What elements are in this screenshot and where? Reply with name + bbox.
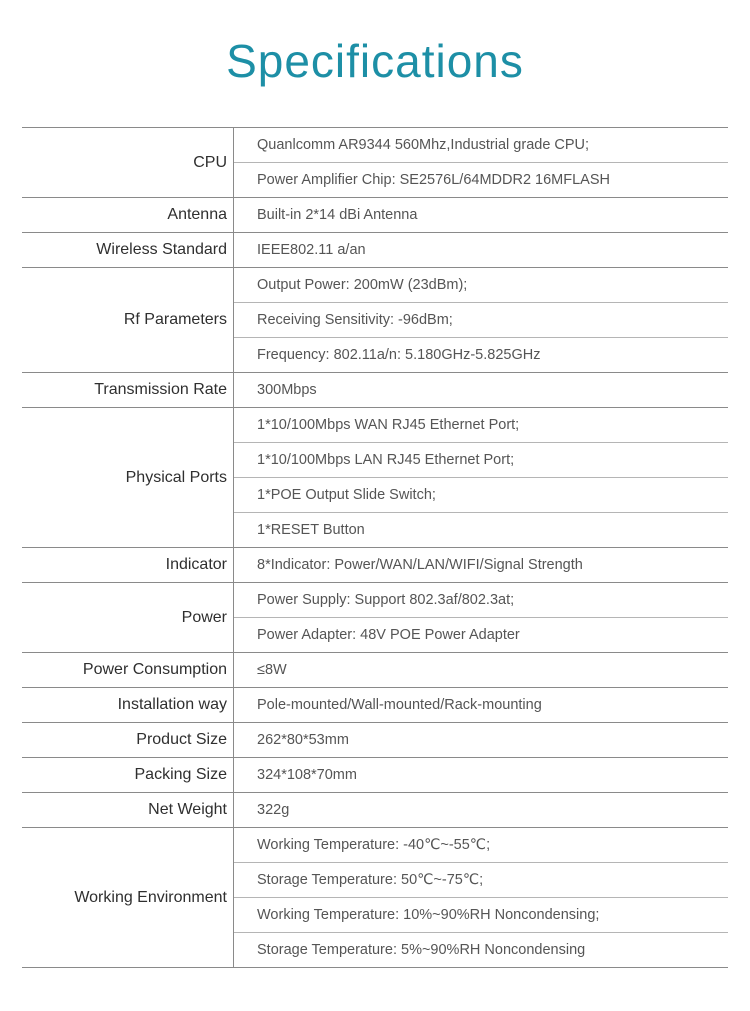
- spec-values: [234, 758, 728, 792]
- spec-value: Power Supply: Support 802.3af/802.3at;: [234, 583, 728, 618]
- spec-values: [234, 268, 728, 372]
- spec-row: [22, 198, 728, 233]
- spec-row: [22, 128, 728, 198]
- spec-values: [234, 128, 728, 197]
- spec-label: Power Consumption: [22, 653, 234, 687]
- spec-row: [22, 828, 728, 968]
- spec-value: 1*RESET Button: [257, 522, 365, 538]
- spec-value: Working Temperature: -40℃~-55℃;: [234, 828, 728, 863]
- spec-value: IEEE802.11 a/an: [257, 242, 366, 258]
- spec-values: [234, 793, 728, 827]
- spec-label: Power: [22, 583, 234, 652]
- spec-label: Working Environment: [22, 828, 234, 967]
- spec-values: [234, 373, 728, 407]
- spec-values: [234, 723, 728, 757]
- spec-values: [234, 548, 728, 582]
- spec-value: Power Amplifier Chip: SE2576L/64MDDR2 16MFLASH: [257, 172, 610, 188]
- spec-value: 262*80*53mm: [257, 732, 349, 748]
- spec-label: Antenna: [22, 198, 234, 232]
- spec-row: [22, 408, 728, 548]
- spec-value: Storage Temperature: 5%~90%RH Noncondensing: [257, 942, 586, 958]
- spec-value: Working Temperature: 10%~90%RH Noncondensing;: [234, 898, 728, 933]
- spec-value: Output Power: 200mW (23dBm);: [234, 268, 728, 303]
- spec-value: 1*POE Output Slide Switch;: [234, 478, 728, 513]
- spec-label: Transmission Rate: [22, 373, 234, 407]
- spec-row: [22, 688, 728, 723]
- spec-value: Quanlcomm AR9344 560Mhz,Industrial grade CPU;: [234, 128, 728, 163]
- spec-label: Product Size: [22, 723, 234, 757]
- spec-value: 300Mbps: [257, 382, 317, 398]
- spec-label: Packing Size: [22, 758, 234, 792]
- spec-row: [22, 653, 728, 688]
- spec-values: [234, 233, 728, 267]
- spec-row: [22, 583, 728, 653]
- page-title: Specifications: [226, 35, 524, 87]
- spec-label: Rf Parameters: [22, 268, 234, 372]
- spec-values: [234, 688, 728, 722]
- spec-value: Receiving Sensitivity: -96dBm;: [234, 303, 728, 338]
- spec-row: [22, 268, 728, 373]
- spec-values: [234, 828, 728, 967]
- spec-value: 324*108*70mm: [257, 767, 357, 783]
- spec-value: Power Adapter: 48V POE Power Adapter: [257, 627, 520, 643]
- spec-label: Physical Ports: [22, 408, 234, 547]
- spec-label: Installation way: [22, 688, 234, 722]
- spec-values: [234, 198, 728, 232]
- spec-row: [22, 758, 728, 793]
- spec-value: Pole-mounted/Wall-mounted/Rack-mounting: [257, 697, 542, 713]
- spec-value: Frequency: 802.11a/n: 5.180GHz-5.825GHz: [257, 347, 541, 363]
- spec-row: [22, 793, 728, 828]
- spec-row: [22, 373, 728, 408]
- spec-values: [234, 653, 728, 687]
- spec-value: Storage Temperature: 50℃~-75℃;: [234, 863, 728, 898]
- spec-value: 8*Indicator: Power/WAN/LAN/WIFI/Signal Strength: [257, 557, 583, 573]
- spec-value: Built-in 2*14 dBi Antenna: [257, 207, 418, 223]
- spec-label: Wireless Standard: [22, 233, 234, 267]
- spec-value: 322g: [257, 802, 290, 818]
- specifications-table: [22, 127, 728, 968]
- spec-label: Net Weight: [22, 793, 234, 827]
- spec-row: [22, 233, 728, 268]
- spec-label: CPU: [22, 128, 234, 197]
- spec-value: 1*10/100Mbps LAN RJ45 Ethernet Port;: [234, 443, 728, 478]
- spec-value: 1*10/100Mbps WAN RJ45 Ethernet Port;: [234, 408, 728, 443]
- spec-row: [22, 723, 728, 758]
- spec-values: [234, 408, 728, 547]
- spec-label: Indicator: [22, 548, 234, 582]
- spec-value: ≤8W: [257, 662, 287, 678]
- spec-values: [234, 583, 728, 652]
- spec-row: [22, 548, 728, 583]
